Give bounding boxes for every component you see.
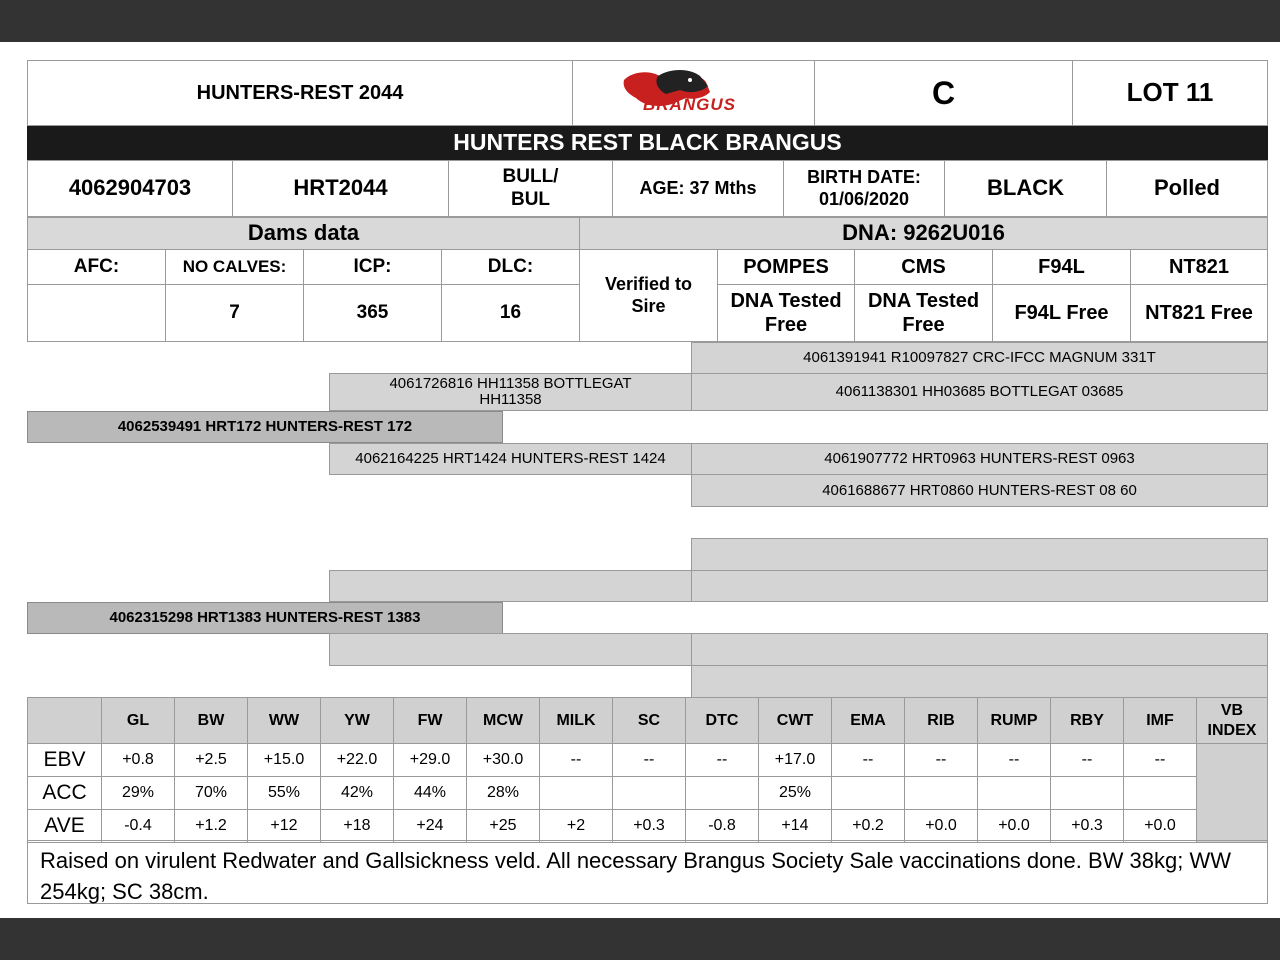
- ebv-cell: --: [904, 743, 978, 777]
- pedigree-sire-sire: 4061726816 HH11358 BOTTLEGAT HH11358: [329, 373, 692, 411]
- ebv-cell: --: [977, 743, 1051, 777]
- ebv-header: MCW: [466, 697, 540, 744]
- ebv-cell: +24: [393, 809, 467, 843]
- ebv-header: WW: [247, 697, 321, 744]
- ebv-header: DTC: [685, 697, 759, 744]
- dna-test-name: POMPES: [717, 249, 855, 285]
- ebv-cell: 42%: [320, 776, 394, 810]
- ebv-corner: [27, 697, 102, 744]
- ebv-cell: 28%: [466, 776, 540, 810]
- ebv-header: BW: [174, 697, 248, 744]
- ebv-cell: +0.3: [612, 809, 686, 843]
- ebv-cell: [1050, 776, 1124, 810]
- ebv-cell: +0.8: [101, 743, 175, 777]
- ebv-cell: [612, 776, 686, 810]
- ebv-cell: +1.2: [174, 809, 248, 843]
- pedigree-sire-dam-sire: 4061907772 HRT0963 HUNTERS-REST 0963: [691, 443, 1268, 475]
- ebv-cell: +15.0: [247, 743, 321, 777]
- ebv-cell: --: [539, 743, 613, 777]
- dna-test-result: DNA Tested Free: [717, 284, 855, 342]
- ebv-cell: +0.2: [831, 809, 905, 843]
- ebv-cell: +12: [247, 809, 321, 843]
- ebv-cell: --: [685, 743, 759, 777]
- pedigree-dam-dam: [329, 633, 692, 666]
- ebv-header: RUMP: [977, 697, 1051, 744]
- pedigree-dam: 4062315298 HRT1383 HUNTERS-REST 1383: [27, 602, 503, 634]
- ebv-cell: +25: [466, 809, 540, 843]
- dna-test-result: DNA Tested Free: [854, 284, 993, 342]
- ebv-row-label: ACC: [27, 776, 102, 810]
- ebv-cell: -0.4: [101, 809, 175, 843]
- ebv-header: CWT: [758, 697, 832, 744]
- ebv-header: MILK: [539, 697, 613, 744]
- dna-test-name: NT821: [1130, 249, 1268, 285]
- ebv-header: YW: [320, 697, 394, 744]
- lot-number: LOT 11: [1072, 60, 1268, 126]
- pedigree-dam-dam-sire: [691, 633, 1268, 666]
- ebv-header: SC: [612, 697, 686, 744]
- calves-label: NO CALVES:: [165, 249, 304, 285]
- dna-test-name: F94L: [992, 249, 1131, 285]
- pedigree-dam-dam-dam: [691, 665, 1268, 698]
- logo-text: BRANGUS: [643, 95, 736, 114]
- ebv-cell: +14: [758, 809, 832, 843]
- vb-index-value: [1196, 743, 1268, 843]
- notes-box: [27, 840, 1268, 904]
- animal-name: HUNTERS-REST 2044: [27, 60, 573, 126]
- ebv-cell: --: [1050, 743, 1124, 777]
- pedigree-sire: 4062539491 HRT172 HUNTERS-REST 172: [27, 411, 503, 443]
- pedigree-sire-dam: 4062164225 HRT1424 HUNTERS-REST 1424: [329, 443, 692, 475]
- ebv-cell: [977, 776, 1051, 810]
- ebv-cell: [1123, 776, 1197, 810]
- dams-data-title: Dams data: [27, 217, 580, 250]
- ebv-row-label: EBV: [27, 743, 102, 777]
- ebv-cell: 70%: [174, 776, 248, 810]
- ebv-cell: 44%: [393, 776, 467, 810]
- ebv-header: FW: [393, 697, 467, 744]
- ebv-cell: +22.0: [320, 743, 394, 777]
- ebv-cell: +0.0: [1123, 809, 1197, 843]
- ebv-cell: +17.0: [758, 743, 832, 777]
- pedigree-sire-sire-dam: 4061138301 HH03685 BOTTLEGAT 03685: [691, 373, 1268, 411]
- ebv-cell: [831, 776, 905, 810]
- horn-status: Polled: [1106, 160, 1268, 217]
- pedigree-dam-sire-sire: [691, 538, 1268, 571]
- ebv-cell: -0.8: [685, 809, 759, 843]
- farm-banner: HUNTERS REST BLACK BRANGUS: [27, 126, 1268, 160]
- ebv-cell: +0.0: [977, 809, 1051, 843]
- ebv-cell: +29.0: [393, 743, 467, 777]
- pedigree-dam-sire: [329, 570, 692, 602]
- pedigree-dam-sire-dam: [691, 570, 1268, 602]
- pedigree-sire-sire-sire: 4061391941 R10097827 CRC-IFCC MAGNUM 331T: [691, 342, 1268, 374]
- ebv-cell: 25%: [758, 776, 832, 810]
- ebv-cell: [539, 776, 613, 810]
- dlc-label: DLC:: [441, 249, 580, 285]
- ebv-cell: --: [612, 743, 686, 777]
- ebv-cell: 55%: [247, 776, 321, 810]
- brangus-logo: [572, 60, 815, 126]
- sale-catalogue-page: [0, 42, 1280, 918]
- animal-color: BLACK: [944, 160, 1107, 217]
- animal-tag: HRT2044: [232, 160, 449, 217]
- animal-sex: BULL/ BUL: [448, 160, 613, 217]
- ebv-cell: --: [831, 743, 905, 777]
- dlc-value: 16: [441, 284, 580, 342]
- icp-value: 365: [303, 284, 442, 342]
- animal-id: 4062904703: [27, 160, 233, 217]
- animal-age: AGE: 37 Mths: [612, 160, 784, 217]
- ebv-cell: +18: [320, 809, 394, 843]
- ebv-cell: 29%: [101, 776, 175, 810]
- calves-value: 7: [165, 284, 304, 342]
- dna-test-name: CMS: [854, 249, 993, 285]
- ebv-header: RIB: [904, 697, 978, 744]
- ebv-header: GL: [101, 697, 175, 744]
- vb-index-header: VB INDEX: [1196, 697, 1268, 744]
- afc-label: AFC:: [27, 249, 166, 285]
- ebv-cell: +0.0: [904, 809, 978, 843]
- ebv-cell: --: [1123, 743, 1197, 777]
- afc-value: [27, 284, 166, 342]
- birth-date: BIRTH DATE: 01/06/2020: [783, 160, 945, 217]
- ebv-cell: +2: [539, 809, 613, 843]
- ebv-cell: [685, 776, 759, 810]
- ebv-cell: +0.3: [1050, 809, 1124, 843]
- ebv-cell: [904, 776, 978, 810]
- notes-text: Raised on virulent Redwater and Gallsickness veld. All necessary Brangus Society Sale vaccinations done. BW 38kg; WW 254kg; SC 38cm.: [40, 848, 1232, 904]
- ebv-header: EMA: [831, 697, 905, 744]
- icp-label: ICP:: [303, 249, 442, 285]
- ebv-header: IMF: [1123, 697, 1197, 744]
- pedigree-sire-dam-dam: 4061688677 HRT0860 HUNTERS-REST 08 60: [691, 474, 1268, 507]
- dna-title: DNA: 9262U016: [579, 217, 1268, 250]
- ebv-cell: +2.5: [174, 743, 248, 777]
- dna-test-result: F94L Free: [992, 284, 1131, 342]
- ebv-row-label: AVE: [27, 809, 102, 843]
- verified-to-sire: Verified to Sire: [579, 249, 718, 342]
- ebv-cell: +30.0: [466, 743, 540, 777]
- dna-test-result: NT821 Free: [1130, 284, 1268, 342]
- grade: C: [814, 60, 1073, 126]
- ebv-header: RBY: [1050, 697, 1124, 744]
